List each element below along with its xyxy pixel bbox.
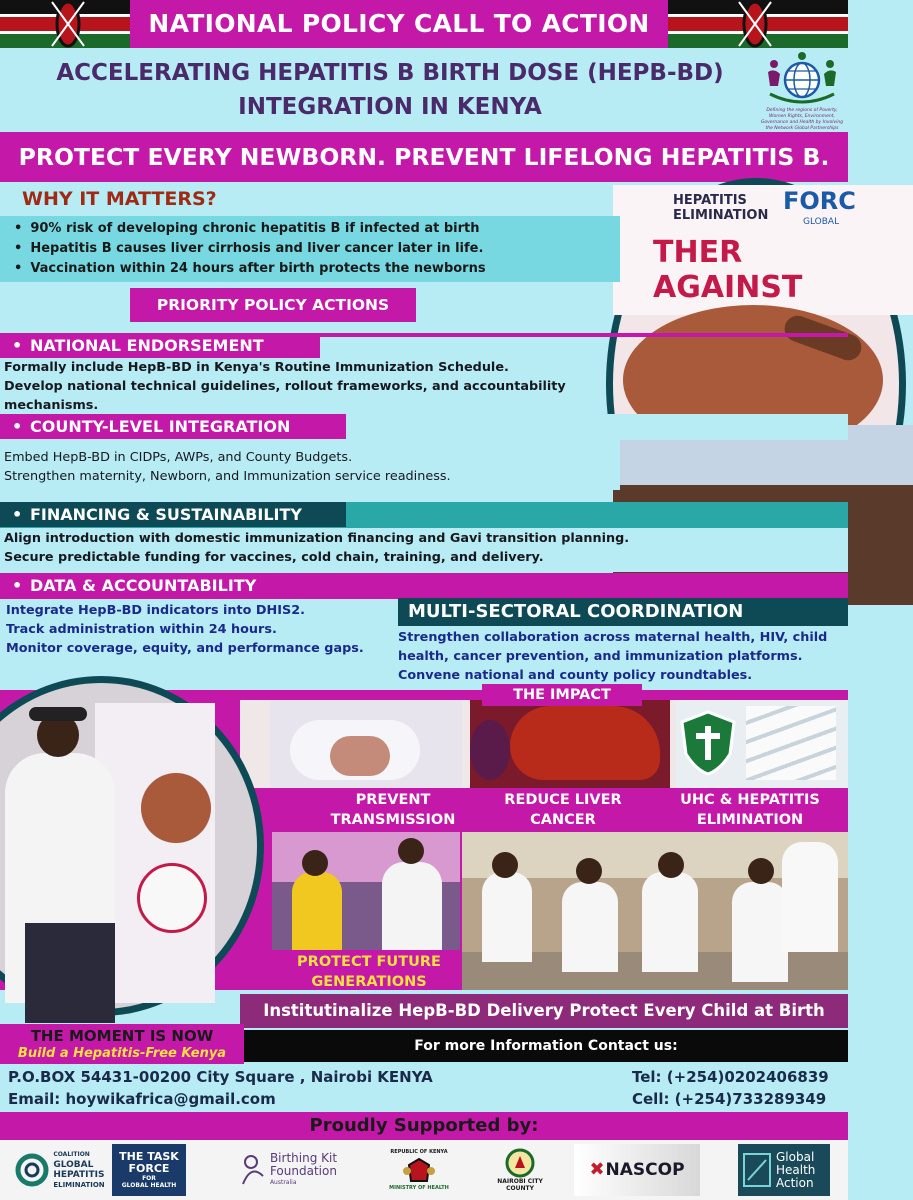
list-item: • 90% risk of developing chronic hepatitis B if infected at birth [0,219,620,239]
organization-logo [760,50,844,130]
contact-tel[interactable]: Tel: (+254)0202406839 [632,1068,829,1086]
section-national-endorsement-title: • NATIONAL ENDORSEMENT [0,333,320,358]
logo-text: Australia [269,1179,297,1186]
logo-text: MINISTRY OF HEALTH [389,1185,449,1191]
caption-line: UHC & HEPATITIS [680,792,820,808]
section-data-title: • DATA & ACCOUNTABILITY [0,573,320,598]
section-data-body [6,601,364,658]
globe-people-icon [760,50,844,108]
section-national-endorsement-body [4,358,566,415]
logo-text: NASCOP [605,1160,685,1180]
community-meeting-photo [462,832,848,990]
newborn-photo [270,700,462,788]
supported-by-title: Proudly Supported by: [0,1112,848,1140]
body-line: Monitor coverage, equity, and performance gaps. [6,641,364,656]
logo-text: GLOBAL HEALTH [121,1182,177,1189]
body-line: Formally include HepB-BD in Kenya's Routine Immunization Schedule. [4,360,509,375]
nairobi-seal-icon [505,1148,535,1178]
body-line: health, cancer prevention, and immunization platforms. [398,649,803,664]
logo-text: NAIROBI CITY [497,1178,543,1185]
impact-reduce-liver-cancer [490,790,636,830]
photo-banner-text: THER AGAINST [653,235,803,305]
vaccine-photo [676,700,848,788]
moment-banner [0,1024,244,1064]
logo-text: COALITION [53,1151,90,1158]
photo-banner-text: FORC [783,187,856,215]
policy-banner-title: NATIONAL POLICY CALL TO ACTION [130,0,668,48]
section-county-integration-title: • COUNTY-LEVEL INTEGRATION [0,414,346,439]
nascop-logo [574,1144,700,1196]
section-county-integration-body [4,448,451,486]
title-line-1: ACCELERATING HEPATITIS B BIRTH DOSE (HEPB-BD) [56,60,724,86]
caption-line: TRANSMISSION [330,812,456,828]
body-line: Track administration within 24 hours. [6,622,277,637]
mothers-children-photo [272,832,460,950]
section-financing-body [4,529,629,567]
multi-sectoral-title: MULTI-SECTORAL COORDINATION [398,598,848,626]
list-item: • Vaccination within 24 hours after birth protects the newborns [0,259,620,279]
body-line: Strengthen collaboration across maternal health, HIV, child [398,630,828,645]
kenya-coat-of-arms-icon [401,1155,437,1185]
caption-line: ELIMINATION [696,812,804,828]
contact-email[interactable]: Email: hoywikafrica@gmail.com [8,1090,276,1108]
kenya-flag-right [663,0,848,48]
title-line-2: INTEGRATION IN KENYA [238,94,542,120]
caption-line: REDUCE LIVER [504,792,622,808]
liver-photo [470,700,670,788]
body-line: mechanisms. [4,398,99,413]
why-it-matters-title: WHY IT MATTERS? [22,188,217,210]
logo-text: THE TASK [119,1150,179,1163]
photo-banner-text: ELIMINATION [673,208,769,223]
logo-text: FORCE [128,1162,170,1175]
kenya-flag-left [0,0,135,48]
body-line: Embed HepB-BD in CIDPs, AWPs, and County Budgets. [4,450,353,465]
gha-mark-icon [742,1150,772,1190]
why-it-matters-list [0,216,620,282]
caption-line: PREVENT [355,792,431,808]
multi-sectoral-body [398,628,827,685]
contact-header: For more Information Contact us: [244,1030,848,1062]
photo-banner-text: GLOBAL [803,217,840,227]
logo-text: Health [776,1162,816,1177]
moment-subtitle: Build a Hepatitis-Free Kenya [17,1046,227,1061]
task-force-logo [112,1144,186,1196]
page-title [20,56,760,124]
body-line: Secure predictable funding for vaccines, cold chain, training, and delivery. [4,550,544,565]
caption-line: CANCER [530,812,596,828]
mother-baby-icon [239,1154,267,1186]
body-line: Strengthen maternity, Newborn, and Immunization service readiness. [4,469,451,484]
red-ribbon-icon: ✖ [589,1159,605,1180]
nairobi-county-logo [492,1144,548,1196]
cghe-ring-icon [15,1153,49,1187]
logo-tagline: Defining the regions of Poverty, Women Rights, Environment, Governance and Health by Involving the Network Global Partnerships [760,108,844,131]
logo-text: Action [776,1175,814,1190]
photo-banner-text: HEPATITIS [673,193,747,208]
contact-cell[interactable]: Cell: (+254)733289349 [632,1090,827,1108]
body-line: Integrate HepB-BD indicators into DHIS2. [6,603,305,618]
logo-text: Foundation [269,1164,337,1178]
birthing-kit-logo [228,1144,348,1196]
logo-text: REPUBLIC OF KENYA [390,1149,448,1155]
cghe-logo [10,1144,110,1196]
contact-address: P.O.BOX 54431-00200 City Square , Nairobi KENYA [8,1068,433,1086]
caption-line: PROTECT FUTURE [297,954,441,970]
logo-text: GLOBAL [53,1160,94,1170]
moment-title: THE MOMENT IS NOW [30,1027,214,1045]
institutionalize-banner: Institutinalize HepB-BD Delivery Protect Every Child at Birth [240,994,848,1028]
logo-text: COUNTY [506,1185,534,1192]
caption-line: GENERATIONS [311,974,427,990]
section-financing-title: • FINANCING & SUSTAINABILITY [0,502,346,527]
logo-text: HEPATITIS [53,1170,105,1180]
impact-uhc-elimination [660,790,840,830]
list-item: • Hepatitis B causes liver cirrhosis and liver cancer later in life. [0,239,620,259]
body-line: Align introduction with domestic immunization financing and Gavi transition planning. [4,531,630,546]
body-line: Convene national and county policy roundtables. [398,668,753,683]
priority-actions-title: PRIORITY POLICY ACTIONS [130,288,416,322]
logo-text: Birthing Kit [269,1151,338,1165]
slogan-banner: PROTECT EVERY NEWBORN. PREVENT LIFELONG HEPATITIS B. [0,132,848,182]
maasai-shield-icon [735,0,775,48]
logo-text: Global [776,1149,815,1164]
global-health-action-logo [738,1144,830,1196]
shield-cross-icon [680,710,736,776]
logo-text: ELIMINATION [53,1181,105,1189]
impact-protect-future [286,952,452,992]
ministry-of-health-logo [388,1144,450,1196]
logo-text: FOR [142,1175,156,1182]
impact-prevent-transmission [320,790,466,830]
body-line: Develop national technical guidelines, rollout frameworks, and accountability [4,379,566,394]
maasai-shield-icon [48,0,88,48]
impact-title: THE IMPACT [482,684,642,706]
